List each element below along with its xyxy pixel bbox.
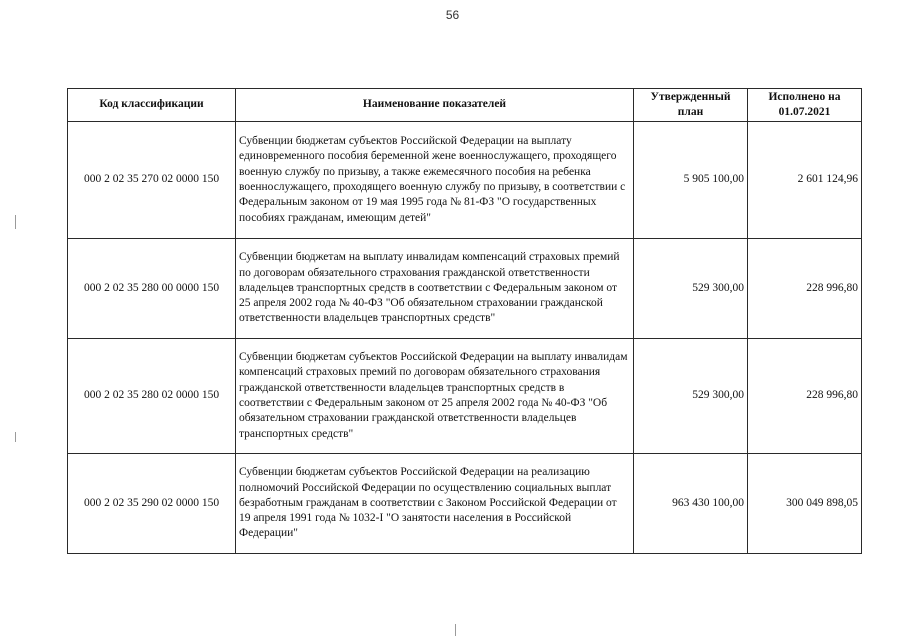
row-code: 000 2 02 35 280 00 0000 150 — [68, 239, 236, 339]
header-code: Код классификации — [68, 89, 236, 122]
row-done: 300 049 898,05 — [748, 454, 862, 554]
table-row — [68, 122, 862, 239]
row-code: 000 2 02 35 290 02 0000 150 — [68, 454, 236, 554]
row-plan: 963 430 100,00 — [634, 454, 748, 554]
row-code: 000 2 02 35 280 02 0000 150 — [68, 339, 236, 454]
header-done: Исполнено на 01.07.2021 — [748, 89, 862, 122]
page-number: 56 — [445, 8, 460, 22]
budget-table — [67, 88, 862, 554]
row-plan: 529 300,00 — [634, 339, 748, 454]
row-plan: 5 905 100,00 — [634, 122, 748, 239]
scan-mark — [15, 432, 16, 442]
row-done: 228 996,80 — [748, 339, 862, 454]
table-row — [68, 454, 862, 554]
row-done: 228 996,80 — [748, 239, 862, 339]
row-name: Субвенции бюджетам субъектов Российской Федерации на выплату инвалидам компенсаций страховых премий по договорам обязательного страхования гражданской ответственности владельцев транспортных средств в соответствии с Федеральным законом от 25 апреля 2002 года № 40-ФЗ "Об обязательном страховании гражданской ответственности владельцев транспортных средств" — [236, 339, 634, 454]
row-name: Субвенции бюджетам субъектов Российской Федерации на выплату единовременного пособия беременной жене военнослужащего, проходящего военную службу по призыву, а также ежемесячного пособия на ребенка военнослужащего, проходящего военную службу по призыву, в соответствии с Федеральным законом от 19 мая 1995 года № 81-ФЗ "О государственных пособиях гражданам, имеющим детей" — [236, 122, 634, 239]
header-plan: Утвержденный план — [634, 89, 748, 122]
scan-mark — [15, 215, 16, 229]
row-code: 000 2 02 35 270 02 0000 150 — [68, 122, 236, 239]
row-plan: 529 300,00 — [634, 239, 748, 339]
row-done: 2 601 124,96 — [748, 122, 862, 239]
table-header-row — [68, 89, 862, 122]
scan-mark — [455, 624, 456, 636]
header-name: Наименование показателей — [236, 89, 634, 122]
row-name: Субвенции бюджетам на выплату инвалидам компенсаций страховых премий по договорам обязательного страхования гражданской ответственности владельцев транспортных средств в соответствии с Федеральным законом от 25 апреля 2002 года № 40-ФЗ "Об обязательном страховании гражданской ответственности владельцев транспортных средств" — [236, 239, 634, 339]
table-row — [68, 239, 862, 339]
row-name: Субвенции бюджетам субъектов Российской Федерации на реализацию полномочий Российской Федерации по осуществлению социальных выплат безработным гражданам в соответствии с Законом Российской Федерации от 19 апреля 1991 года № 1032-I "О занятости населения в Российской Федерации" — [236, 454, 634, 554]
table-row — [68, 339, 862, 454]
